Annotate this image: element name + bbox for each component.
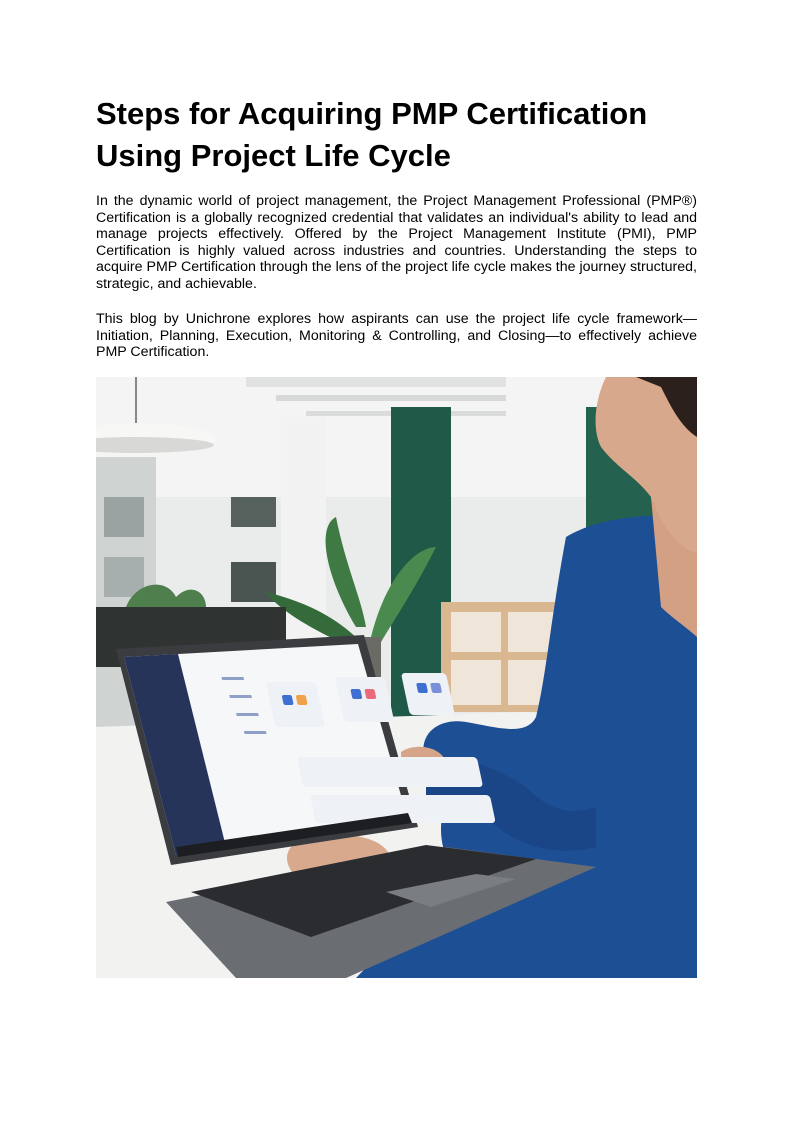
intro-paragraph: In the dynamic world of project management, the Project Management Professional (PMP®) Certification is a globally recognized credential that validates an individual's ability to lead and manage projects effectively. Offered by the Project Management Institute (PMI), PMP Certification is highly valued across industries and countries. Understanding the steps to acquire PMP Certification through the lens of the project life cycle makes the journey structured, strategic, and achievable. bbox=[96, 193, 697, 292]
screen-panel bbox=[297, 757, 483, 787]
article-photo bbox=[96, 377, 697, 978]
title-line-1: Steps for Acquiring PMP Certification bbox=[96, 96, 648, 131]
screen-card-3 bbox=[401, 673, 455, 715]
screen-card-1 bbox=[266, 682, 326, 727]
title-line-2: Using Project Life Cycle bbox=[96, 138, 451, 173]
page-title bbox=[96, 93, 706, 177]
screen-card-2 bbox=[335, 677, 395, 722]
blog-summary-paragraph: This blog by Unichrone explores how aspirants can use the project life cycle framework—Initiation, Planning, Execution, Monitoring & Controlling, and Closing—to effectively achieve PMP Certification. bbox=[96, 311, 697, 361]
woman-laptop-illustration bbox=[96, 377, 697, 978]
